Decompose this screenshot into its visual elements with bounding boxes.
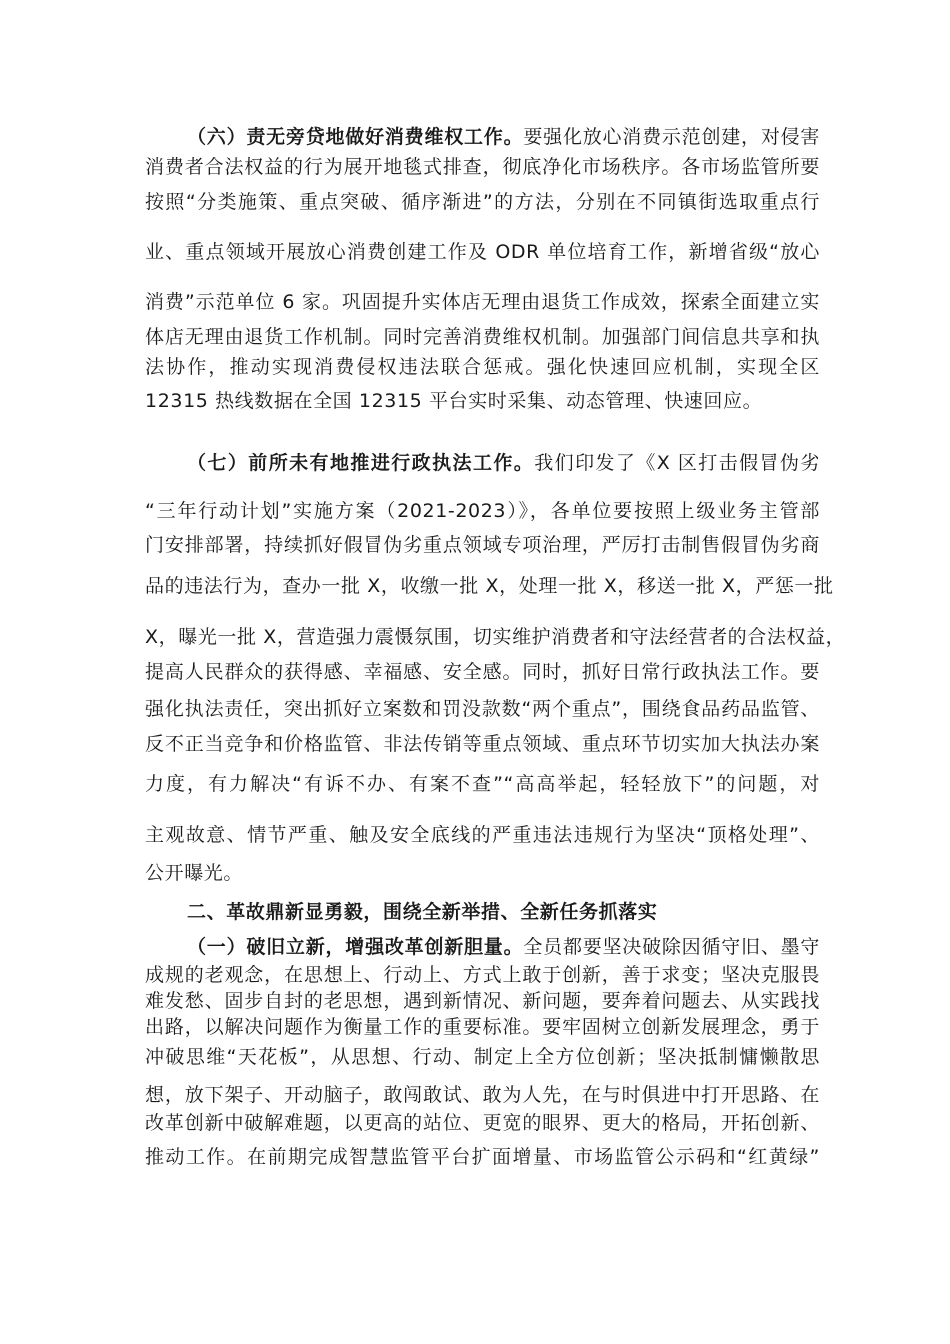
p7-line-4: 品的违法行为，查办一批 X，收缴一批 X，处理一批 X，移送一批 X，严惩一批 [145, 575, 834, 597]
p6-line-3: 按照“分类施策、重点突破、循序渐进”的方法，分别在不同镇街选取重点行 [145, 191, 820, 213]
p6-heading: （六）责无旁贷地做好消费维权工作。 [187, 126, 524, 148]
p7-heading: （七）前所未有地推进行政执法工作。 [187, 452, 535, 474]
p7-line-8: 反不正当竞争和价格监管、非法传销等重点领域、重点环节切实加大执法办案 [145, 733, 820, 755]
p6-line-5: 消费”示范单位 6 家。巩固提升实体店无理由退货工作成效，探索全面建立实 [145, 291, 820, 313]
p2-1-text: 全员都要坚决破除因循守旧、墨守 [523, 936, 820, 958]
p6-text: 要强化放心消费示范创建，对侵害 [523, 126, 820, 148]
p6-line-2: 消费者合法权益的行为展开地毯式排查，彻底净化市场秩序。各市场监管所要 [145, 156, 820, 178]
p7-line-10: 主观故意、情节严重、触及安全底线的严重违法违规行为坚决“顶格处理”、 [145, 824, 820, 846]
p6-line-1 [187, 124, 820, 150]
p2-1-line-8: 推动工作。在前期完成智慧监管平台扩面增量、市场监管公示码和“红黄绿” [145, 1146, 820, 1168]
p7-line-3: 门安排部署，持续抓好假冒伪劣重点领域专项治理，严厉打击制售假冒伪劣商 [145, 534, 820, 556]
p2-1-line-6: 想，放下架子、开动脑子，敢闯敢试、敢为人先，在与时俱进中打开思路、在 [145, 1084, 820, 1106]
p2-1-line-3: 难发愁、固步自封的老思想，遇到新情况、新问题，要奔着问题去、从实践找 [145, 990, 820, 1012]
p6-line-6: 体店无理由退货工作机制。同时完善消费维权机制。加强部门间信息共享和执 [145, 326, 820, 348]
p2-1-heading: （一）破旧立新，增强改革创新胆量。 [187, 936, 524, 958]
p2-1-line-4: 出路，以解决问题作为衡量工作的重要标准。要牢固树立创新发展理念，勇于 [145, 1016, 820, 1038]
p2-1-line-7: 改革创新中破解难题，以更高的站位、更宽的眼界、更大的格局，开拓创新、 [145, 1112, 820, 1134]
p7-line-1 [187, 450, 820, 476]
p7-line-7: 强化执法责任，突出抓好立案数和罚没款数“两个重点”，围绕食品药品监管、 [145, 698, 820, 720]
p7-line-5: X，曝光一批 X，营造强力震慑氛围，切实维护消费者和守法经营者的合法权益， [145, 626, 846, 648]
p7-line-11: 公开曝光。 [145, 862, 244, 884]
p7-line-9: 力度，有力解决“有诉不办、有案不查”“高高举起，轻轻放下”的问题，对 [145, 773, 820, 795]
p7-line-2: “三年行动计划”实施方案（2021-2023）》，各单位要按照上级业务主管部 [145, 500, 820, 522]
p2-1-line-5: 冲破思维“天花板”，从思想、行动、制定上全方位创新；坚决抵制慵懒散思 [145, 1046, 820, 1068]
p2-1-line-1 [187, 934, 820, 960]
p6-line-4: 业、重点领域开展放心消费创建工作及 ODR 单位培育工作，新增省级“放心 [145, 241, 820, 263]
p6-line-8: 12315 热线数据在全国 12315 平台实时采集、动态管理、快速回应。 [145, 390, 763, 412]
p7-line-6: 提高人民群众的获得感、幸福感、安全感。同时，抓好日常行政执法工作。要 [145, 661, 820, 683]
p2-1-line-2: 成规的老观念，在思想上、行动上、方式上敢于创新，善于求变；坚决克服畏 [145, 964, 820, 986]
p7-text: 我们印发了《X 区打击假冒伪劣 [534, 452, 820, 474]
section-heading: 二、革故鼎新显勇毅，围绕全新举措、全新任务抓落实 [187, 901, 658, 923]
p6-line-7: 法协作，推动实现消费侵权违法联合惩戒。强化快速回应机制，实现全区 [145, 356, 820, 378]
